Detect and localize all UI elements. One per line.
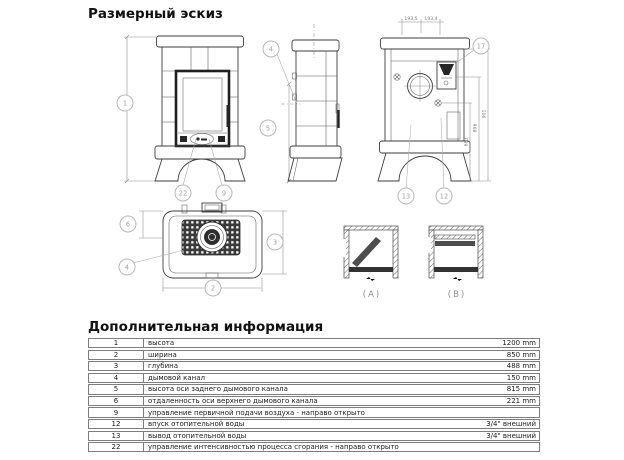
stove-door (176, 71, 229, 146)
table-row (88, 442, 540, 452)
row-description: ширина (148, 350, 177, 359)
svg-text:22: 22 (178, 189, 188, 198)
svg-text:1: 1 (122, 99, 128, 108)
back-view (378, 16, 491, 204)
callout-top-offset (120, 216, 136, 232)
row-number: 9 (89, 408, 144, 416)
callout-height (117, 95, 133, 111)
table-row (88, 407, 540, 417)
row-number: 3 (89, 362, 144, 370)
dim-896: 896 (473, 123, 479, 133)
row-value: 815 mm (506, 385, 536, 394)
row-number: 1 (89, 339, 144, 347)
table-row (88, 384, 540, 394)
row-number: 5 (89, 385, 144, 393)
row-number: 13 (89, 432, 144, 440)
callout-width (205, 280, 221, 296)
row-description: отдаленность оси верхнего дымового канала (148, 396, 318, 405)
section-title: Дополнительная информация (88, 319, 324, 335)
row-number: 12 (89, 420, 144, 428)
table-row (88, 361, 540, 371)
row-description: высота оси заднего дымового канала (148, 385, 288, 394)
svg-text:13: 13 (401, 192, 411, 201)
front-view (117, 35, 245, 201)
row-description: дымовой канал (148, 373, 205, 382)
row-number: 6 (89, 397, 144, 405)
section-b-label: (B) (447, 290, 467, 300)
callout-flue-side (263, 41, 279, 57)
row-value: 3/4" внешний (486, 431, 536, 440)
side-view (260, 24, 342, 183)
dim-back-left: 193,5 (404, 17, 418, 22)
callout-water-in (436, 188, 452, 204)
svg-text:4: 4 (124, 263, 130, 272)
svg-text:2: 2 (210, 284, 216, 293)
svg-text:3: 3 (272, 238, 278, 247)
section-b (423, 215, 489, 300)
row-description: высота (148, 339, 175, 348)
svg-text:5: 5 (265, 124, 271, 133)
table-row (88, 419, 540, 429)
row-description: управление первичной подачи воздуха - направо открыто (148, 408, 365, 417)
table-row (88, 431, 540, 441)
row-number: 2 (89, 351, 144, 359)
top-view (119, 203, 287, 296)
row-number: 4 (89, 374, 144, 382)
table-row (88, 396, 540, 406)
row-description: вывод отопительной воды (148, 431, 247, 440)
svg-text:9: 9 (221, 189, 227, 198)
section-a-label: (A) (362, 290, 382, 300)
dim-683: 683 (464, 137, 470, 147)
row-value: 3/4" внешний (486, 420, 536, 429)
svg-text:17: 17 (476, 42, 486, 51)
callout-side-height (260, 120, 276, 136)
table-row (88, 373, 540, 383)
row-description: глубина (148, 362, 179, 371)
row-number: 22 (89, 443, 144, 451)
callout-intensity (175, 185, 191, 201)
row-value (536, 408, 539, 416)
side-handle (338, 110, 340, 128)
info-table (88, 338, 540, 454)
row-value: 1200 mm (502, 339, 536, 348)
row-value: 221 mm (506, 396, 536, 405)
section-a (338, 215, 404, 300)
callout-depth (267, 234, 283, 250)
svg-text:4: 4 (268, 45, 274, 54)
row-description: управление интенсивностью процесса сгорания - направо открыто (148, 443, 399, 452)
row-value (536, 443, 539, 451)
table-row (88, 350, 540, 360)
callout-air (216, 185, 232, 201)
callout-water-out (398, 188, 414, 204)
row-value: 850 mm (506, 350, 536, 359)
svg-text:12: 12 (439, 192, 449, 201)
page-title: Размерный эскиз (88, 6, 223, 22)
door-handle (227, 105, 230, 127)
callout-grate (119, 259, 135, 275)
row-value: 150 mm (506, 373, 536, 382)
svg-text:6: 6 (125, 220, 131, 229)
dim-back-right: 193,4 (424, 17, 438, 22)
dim-901: 901 (482, 109, 488, 119)
callout-box (473, 38, 489, 54)
row-value: 488 mm (506, 362, 536, 371)
row-description: впуск отопительной воды (148, 420, 245, 429)
table-row (88, 338, 540, 348)
